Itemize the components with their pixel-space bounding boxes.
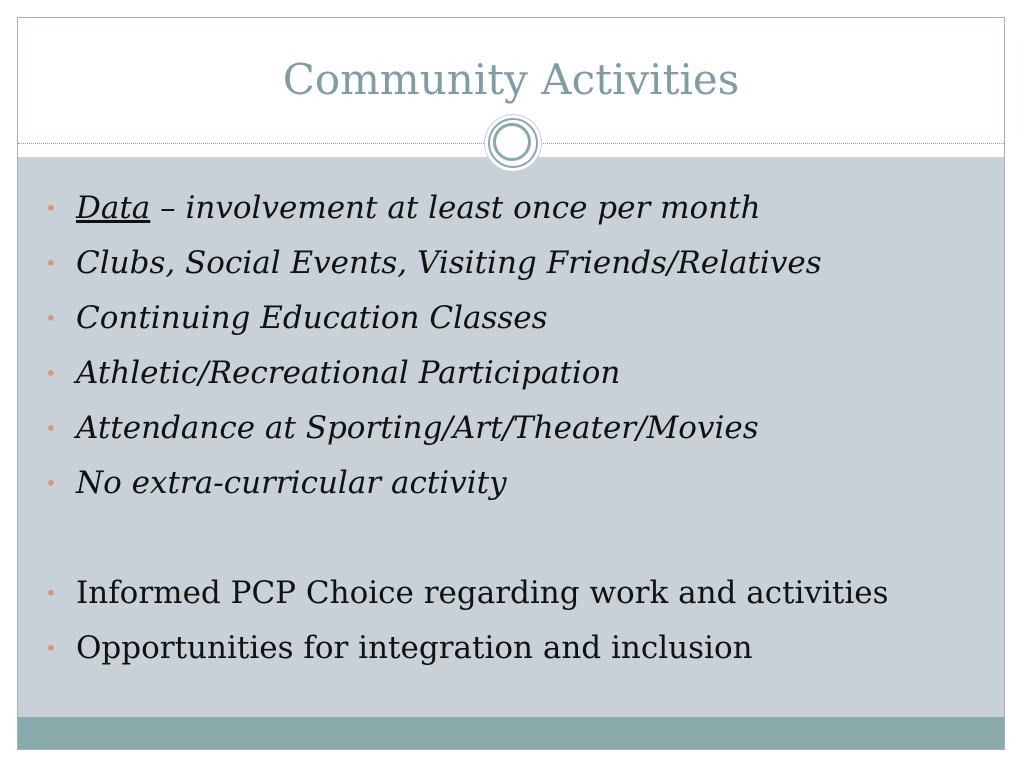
- bullet-item: [18, 346, 1004, 401]
- bullet-item: [18, 621, 1004, 676]
- slide-title: Community Activities: [282, 55, 740, 104]
- bullet-lead-text: Data: [76, 190, 151, 226]
- bullet-dot-icon: •: [45, 251, 57, 275]
- bullet-item: [18, 456, 1004, 511]
- bullet-dot-icon: •: [45, 471, 57, 495]
- bullet-list: [18, 181, 1004, 676]
- bullet-item: [18, 181, 1004, 236]
- bullet-text: Continuing Education Classes: [76, 300, 548, 336]
- circle-ornament-icon: [485, 115, 541, 171]
- bullet-text: Opportunities for integration and inclusion: [76, 630, 753, 666]
- bullet-item: [18, 236, 1004, 291]
- bullet-text: Attendance at Sporting/Art/Theater/Movies: [76, 410, 759, 446]
- bullet-text: Athletic/Recreational Participation: [76, 355, 621, 391]
- bullet-text: Clubs, Social Events, Visiting Friends/Relatives: [76, 245, 822, 281]
- footer-bar: [18, 717, 1004, 750]
- bullet-dot-icon: •: [45, 361, 57, 385]
- bullet-item: [18, 401, 1004, 456]
- bullet-text: Informed PCP Choice regarding work and activities: [76, 575, 889, 611]
- slide: [17, 17, 1005, 750]
- bullet-item: [18, 566, 1004, 621]
- bullet-dot-icon: •: [45, 636, 57, 660]
- bullet-dot-icon: •: [45, 581, 57, 605]
- list-spacer: [18, 511, 1004, 566]
- bullet-dot-icon: •: [45, 416, 57, 440]
- bullet-text: No extra-curricular activity: [76, 465, 507, 501]
- bullet-dot-icon: •: [45, 306, 57, 330]
- bullet-dot-icon: •: [45, 196, 57, 220]
- bullet-item: [18, 291, 1004, 346]
- bullet-text: – involvement at least once per month: [150, 190, 761, 226]
